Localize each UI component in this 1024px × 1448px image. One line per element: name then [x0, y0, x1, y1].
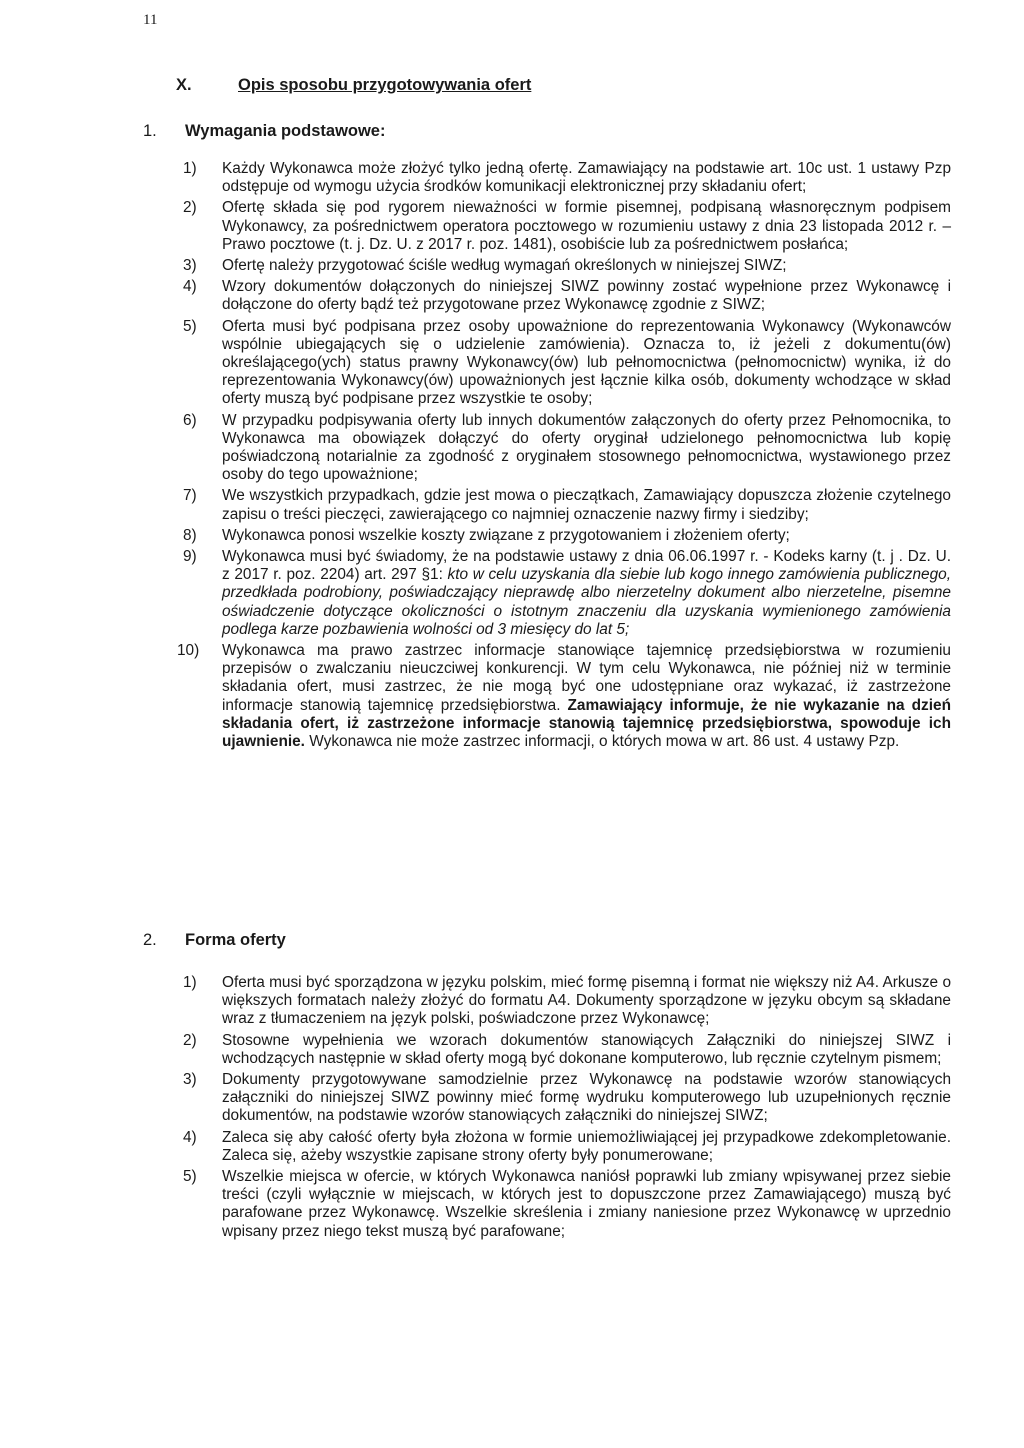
subsection-title: Wymagania podstawowe: [185, 122, 386, 140]
item-marker: 9) [183, 548, 197, 566]
list-item [183, 1071, 951, 1126]
list-item [177, 642, 951, 751]
list-item [183, 278, 951, 314]
section-heading [176, 76, 531, 95]
item-text-bold: Zamawiający informuje, że nie wykazanie na dzień składania ofert, iż zastrzeżone informacje stanowią tajemnicę przedsiębiorstwa, spowoduje ich ujawnienie. [222, 696, 951, 751]
item-marker: 5) [183, 317, 197, 335]
item-text-end: Wykonawca nie może zastrzec informacji, o których mowa w art. 86 ust. 4 ustawy Pzp. [304, 733, 900, 751]
list-item [183, 199, 951, 254]
item-text: Wykonawca musi być świadomy, że na podstawie ustawy z dnia 06.06.1997 r. - Kodeks karny (t. j . Dz. U. z 2017 r. poz. 2204) art. 297 §1: [222, 548, 951, 584]
item-text: Wykonawca ponosi wszelkie koszty związane z przygotowaniem i złożeniem oferty; [222, 526, 790, 544]
subsection-title: Forma oferty [185, 931, 286, 949]
list-item [183, 1129, 951, 1165]
item-marker: 5) [183, 1168, 197, 1186]
item-marker: 3) [183, 1071, 197, 1089]
list-item [183, 412, 951, 485]
item-marker: 4) [183, 1128, 197, 1146]
item-text: Każdy Wykonawca może złożyć tylko jedną ofertę. Zamawiający na podstawie art. 10c ust. 1 ustawy Pzp odstępuje od wymogu użycia środków komunikacji elektronicznej przy składaniu ofert; [222, 160, 951, 196]
subsection-number: 2. [143, 931, 157, 949]
item-marker: 8) [183, 526, 197, 544]
item-text: Oferta musi być sporządzona w języku polskim, mieć formę pisemną i format nie większy niż A4. Arkusze o większych formatach należy złożyć do formatu A4. Dokumenty sporządzone w języku obcym są składane wraz z tłumaczeniem na język polski, poświadczone przez Wykonawcę; [222, 974, 951, 1028]
item-text: Dokumenty przygotowywane samodzielnie przez Wykonawcę na podstawie wzorów stanowiących załączniki do niniejszej SIWZ powinny mieć formę wydruku komputerowego lub uzupełnionych ręcznie dokumentów, na podstawie wzorów stanowiących załączniki do niniejszej SIWZ; [222, 1071, 951, 1125]
item-marker: 10) [177, 642, 200, 660]
item-marker: 6) [183, 411, 197, 429]
section-number: X. [176, 76, 192, 94]
list-item [183, 487, 951, 523]
list-item [183, 257, 951, 275]
list-item [183, 1168, 951, 1241]
item-text: We wszystkich przypadkach, gdzie jest mowa o pieczątkach, Zamawiający dopuszcza złożenie czytelnego zapisu o treści pieczęci, zawierającego co najmniej oznaczenie nazwy firmy i siedziby; [222, 487, 951, 523]
list-item [183, 548, 951, 639]
item-marker: 3) [183, 257, 197, 275]
requirements-list [177, 160, 951, 754]
item-text: Wykonawca ma prawo zastrzec informacje stanowiące tajemnicę przedsiębiorstwa w rozumieniu przepisów o zwalczaniu nieuczciwej konkurencji. W tym celu Wykonawca, nie później niż w terminie składania ofert, musi zastrzec, że nie mogą być one udostępniane oraz wykazać, iż zastrzeżone informacje stanowią tajemnicę przedsiębiorstwa. [222, 642, 951, 714]
item-text: Wszelkie miejsca w ofercie, w których Wykonawca naniósł poprawki lub zmiany wpisywanej przez siebie treści (czyli wyłącznie w miejscach, w których jest to dopuszczone przez Zamawiającego) muszą być parafowane przez Wykonawcę. Wszelkie skreślenia i zmiany naniesione przez Wykonawcę w uprzednio wpisany przez niego tekst muszą być parafowane; [222, 1168, 951, 1240]
item-text: Zaleca się aby całość oferty była złożona w formie uniemożliwiającej jej przypadkowe zdekompletowanie. Zaleca się, ażeby wszystkie zapisane strony oferty były ponumerowane; [222, 1128, 951, 1164]
list-item [183, 318, 951, 409]
item-text: Ofertę należy przygotować ściśle według wymagań określonych w niniejszej SIWZ; [222, 257, 787, 275]
item-marker: 7) [183, 487, 197, 505]
item-text: Stosowne wypełnienia we wzorach dokumentów stanowiących Załączniki do niniejszej SIWZ i wchodzących następnie w skład oferty mogą być dokonane komputerowo, lub ręcznie czytelnym pismem; [222, 1031, 951, 1067]
page-number: 11 [143, 12, 158, 28]
list-item [183, 1032, 951, 1068]
item-marker: 1) [183, 160, 197, 177]
subsection-heading-offer-form [143, 931, 286, 950]
item-text: W przypadku podpisywania oferty lub innych dokumentów załączonych do oferty przez Pełnomocnika, to Wykonawca ma obowiązek dołączyć do oferty oryginał udzielonego pełnomocnictwa lub kopię poświadczoną notarialnie za zgodność z oryginałem stosownego pełnomocnictwa, wystawionego przez osoby do tego upoważnione; [222, 411, 951, 484]
item-marker: 2) [183, 199, 197, 217]
section-title: Opis sposobu przygotowywania ofert [238, 76, 532, 94]
item-marker: 4) [183, 278, 197, 296]
offer-form-list [183, 974, 951, 1244]
item-text-italic: kto w celu uzyskania dla siebie lub kogo innego zamówienia publicznego, przedkłada podrobiony, poświadczający nieprawdę albo nierzetelny dokument albo nierzetelne, pisemne oświadczenie dotyczące okoliczności o istotnym znaczeniu dla uzyskania wymienionego zamówienia podlega karze pozbawienia wolności od 3 miesięcy do lat 5; [222, 566, 951, 638]
list-item [183, 160, 951, 196]
item-text: Oferta musi być podpisana przez osoby upoważnione do reprezentowania Wykonawcy (Wykonawców wspólnie ubiegających się o udzielenie zamówienia). Oznacza to, iż jeżeli z dokumentu(ów) określającego(ych) status prawny Wykonawcy(ów) lub pełnomocnictwa (pełnomocnictw) wynika, iż do reprezentowania Wykonawcy(ów) upoważnionych jest łącznie kilka osób, dokumenty wchodzące w skład oferty muszą być podpisane przez wszystkie te osoby; [222, 317, 951, 408]
item-marker: 1) [183, 974, 197, 991]
subsection-heading-requirements [143, 122, 385, 141]
list-item [183, 974, 951, 1029]
item-text: Ofertę składa się pod rygorem nieważności w formie pisemnej, podpisaną własnoręcznym podpisem Wykonawcy, za pośrednictwem operatora pocztowego w rozumieniu ustawy z dnia 23 listopada 2012 r. – Prawo pocztowe (t. j. Dz. U. z 2017 r. poz. 1481), osobiście lub za pośrednictwem posłańca; [222, 199, 951, 253]
list-item [183, 527, 951, 545]
subsection-number: 1. [143, 122, 157, 140]
item-text: Wzory dokumentów dołączonych do niniejszej SIWZ powinny zostać wypełnione przez Wykonawcę i dołączone do oferty bądź też przygotowane przez Wykonawcę zgodnie z SIWZ; [222, 278, 951, 314]
item-marker: 2) [183, 1031, 197, 1049]
